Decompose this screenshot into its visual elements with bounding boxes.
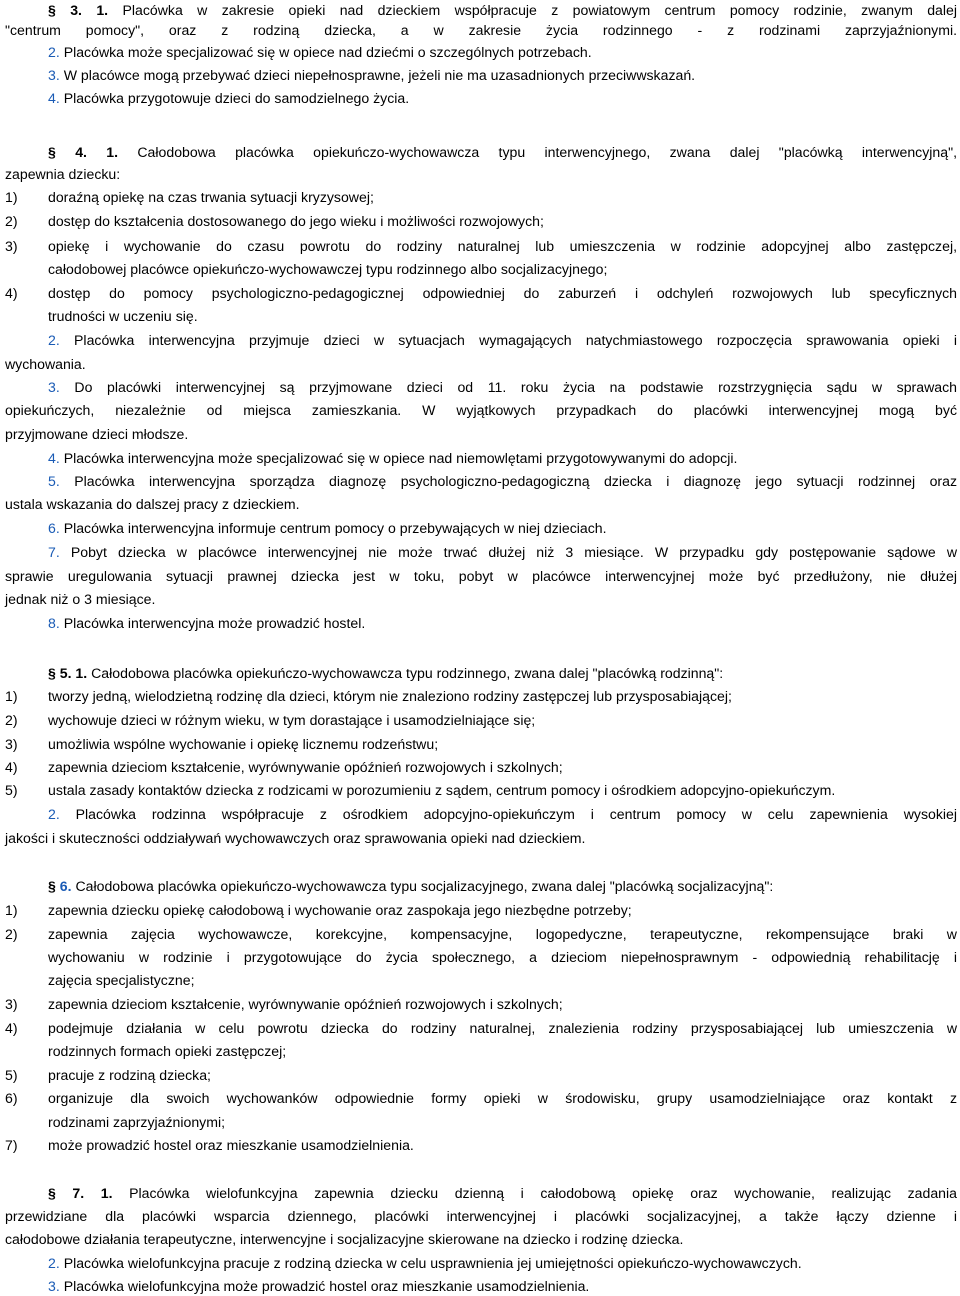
section-6-heading: 6. <box>59 878 72 894</box>
s4-para-3-line-1 <box>48 377 957 397</box>
s3-p1-text-2: "centrum pomocy", oraz z rodziną dziecka, a w zakresie życia rodzinnego - z rodzinami zaprzyjaźnionymi. <box>5 22 957 38</box>
s4-para-5-line-1 <box>48 471 957 491</box>
s4-p1-text-2: zapewnia dziecku: <box>5 166 121 182</box>
list-text: pracuje z rodziną dziecka; <box>48 1067 211 1083</box>
list-text: umożliwia wspólne wychowanie i opiekę licznemu rodzeństwu; <box>48 736 439 752</box>
s7-p2-text: Placówka wielofunkcyjna pracuje z rodziną dziecka w celu usprawnienia jej umiejętności opiekuńczo-wychowawczych. <box>63 1255 802 1271</box>
s7-p1-text: Placówka wielofunkcyjna zapewnia dziecku dzienną i całodobową opiekę oraz wychowanie, realizując zadania <box>129 1185 957 1201</box>
section-7-heading: 7. 1. <box>72 1185 113 1201</box>
list-item-continuation: wychowaniu w rodzinie i przygotowujące do życia społecznego, a dzieciom niepełnosprawnym - odpowiednią rehabilitację i <box>48 949 957 965</box>
s4-p6-number: 6. <box>48 520 60 536</box>
s7-para-1-line-3: całodobowe działania terapeutyczne, interwencyjne i socjalizacyjne skierowane na dziecko i rodzinę dziecka. <box>5 1231 684 1247</box>
s4-para-1-line-2 <box>5 164 957 184</box>
list-text: doraźną opiekę na czas trwania sytuacji kryzysowej; <box>48 189 374 205</box>
s3-p2-number: 2. <box>48 44 60 60</box>
s4-para-7-line-2: sprawie uregulowania sytuacji prawnej dziecka jest w toku, pobyt w placówce interwencyjnej może być przedłużony, nie dłużej <box>5 568 957 584</box>
list-text: zapewnia dzieciom kształcenie, wyrównywanie opóźnień rozwojowych i szkolnych; <box>48 759 563 775</box>
s4-para-8 <box>48 613 957 633</box>
s7-para-3 <box>48 1276 957 1296</box>
section-symbol: § <box>48 144 56 160</box>
list-text: dostęp do kształcenia dostosowanego do jego wieku i możliwości rozwojowych; <box>48 213 544 229</box>
s3-para-3 <box>48 65 957 85</box>
s4-para-2-line-2: wychowania. <box>5 356 86 372</box>
s3-p3-number: 3. <box>48 67 60 83</box>
section-3-heading: 3. 1. <box>70 2 109 18</box>
list-number: 2) <box>5 926 18 942</box>
list-number: 4) <box>5 1020 18 1036</box>
s5-para-2-line-1 <box>48 804 957 824</box>
s4-para-1-line-1 <box>48 142 957 162</box>
list-number: 3) <box>5 238 18 254</box>
section-symbol: § <box>48 665 56 681</box>
list-text: podejmuje działania w celu powrotu dziecka do rodziny naturalnej, znalezienia rodziny przysposabiającej lub umieszczenia w <box>48 1020 957 1036</box>
s4-p8-number: 8. <box>48 615 60 631</box>
list-number: 4) <box>5 759 18 775</box>
s4-p3-number: 3. <box>48 379 60 395</box>
list-number: 3) <box>5 736 18 752</box>
s3-p1-text: Placówka w zakresie opieki nad dzieckiem współpracuje z powiatowym centrum pomocy rodzinie, zwanym dalej <box>122 2 957 18</box>
s3-para-4 <box>48 88 957 108</box>
list-text: zapewnia zajęcia wychowawcze, korekcyjne, kompensacyjne, logopedyczne, terapeutyczne, rekompensujące braki w <box>48 926 957 942</box>
s3-p4-text: Placówka przygotowuje dzieci do samodzielnego życia. <box>63 90 410 106</box>
list-text: organizuje dla swoich wychowanków odpowiednie formy opieki w środowisku, grupy usamodzielniające oraz kontakt z <box>48 1090 957 1106</box>
s6-para-1 <box>48 876 957 896</box>
section-symbol: § <box>48 1185 56 1201</box>
list-number: 7) <box>5 1137 18 1153</box>
s4-p4-number: 4. <box>48 450 60 466</box>
s5-para-1 <box>48 663 957 683</box>
list-number: 5) <box>5 1067 18 1083</box>
s3-p4-number: 4. <box>48 90 60 106</box>
list-number: 5) <box>5 782 18 798</box>
list-number: 2) <box>5 213 18 229</box>
s4-para-7-line-1 <box>48 542 957 562</box>
s4-p8-text: Placówka interwencyjna może prowadzić hostel. <box>63 615 366 631</box>
s4-p3-text: Do placówki interwencyjnej są przyjmowane dzieci od 11. roku życia na podstawie rozstrzygnięcia sądu w sprawach <box>74 379 957 395</box>
s7-p2-number: 2. <box>48 1255 60 1271</box>
s4-para-5-line-2: ustala wskazania do dalszej pracy z dzieckiem. <box>5 496 300 512</box>
list-item-continuation: rodzinami zaprzyjaźnionymi; <box>48 1114 226 1130</box>
section-symbol: § <box>48 878 56 894</box>
list-item-continuation: rodzinnych formach opieki zastępczej; <box>48 1043 287 1059</box>
s4-p5-number: 5. <box>48 473 60 489</box>
list-number: 1) <box>5 189 18 205</box>
s4-p2-text: Placówka interwencyjna przyjmuje dzieci w sytuacjach wymagających natychmiastowego rozpoczęcia sprawowania opieki i <box>74 332 957 348</box>
list-number: 2) <box>5 712 18 728</box>
s7-p3-text: Placówka wielofunkcyjna może prowadzić hostel oraz mieszkanie usamodzielnienia. <box>63 1278 590 1294</box>
list-item-continuation: całodobowej placówce opiekuńczo-wychowawczej typu rodzinnego albo socjalizacyjnego; <box>48 261 608 277</box>
list-item-continuation: zajęcia specjalistyczne; <box>48 972 195 988</box>
s3-para-2 <box>48 42 957 62</box>
s5-para-2-line-2: jakości i skuteczności oddziaływań wychowawczych oraz sprawowania opieki nad dzieckiem. <box>5 830 586 846</box>
list-text: zapewnia dziecku opiekę całodobową i wychowanie oraz zaspokaja jego niezbędne potrzeby; <box>48 902 632 918</box>
s3-p2-text: Placówka może specjalizować się w opiece nad dziećmi o szczególnych potrzebach. <box>63 44 592 60</box>
s4-p4-text: Placówka interwencyjna może specjalizować się w opiece nad niemowlętami przygotowywanymi do adopcji. <box>63 450 738 466</box>
s3-para-1-line-2 <box>5 20 957 40</box>
s4-p2-number: 2. <box>48 332 60 348</box>
section-4-heading: 4. 1. <box>75 144 119 160</box>
list-text: dostęp do pomocy psychologiczno-pedagogicznej odpowiedniej do zaburzeń i odchyleń rozwojowych lub specyficznych <box>48 285 957 301</box>
s4-para-7-line-3: jednak niż o 3 miesiące. <box>5 591 156 607</box>
s5-p2-number: 2. <box>48 806 60 822</box>
section-symbol: § <box>48 2 56 18</box>
s4-p7-text: Pobyt dziecka w placówce interwencyjnej nie może trwać dłużej niż 3 miesiące. W przypadku gdy postępowanie sądowe w <box>70 544 957 560</box>
s7-para-1-line-1 <box>48 1183 957 1203</box>
s5-p1-text: Całodobowa placówka opiekuńczo-wychowawcza typu rodzinnego, zwana dalej "placówką rodzinną": <box>91 665 724 681</box>
list-text: może prowadzić hostel oraz mieszkanie usamodzielnienia. <box>48 1137 414 1153</box>
list-number: 1) <box>5 688 18 704</box>
list-text: tworzy jedną, wielodzietną rodzinę dla dzieci, którym nie znaleziono rodziny zastępczej lub przysposabiającej; <box>48 688 732 704</box>
s7-p3-number: 3. <box>48 1278 60 1294</box>
s4-p1-text: Całodobowa placówka opiekuńczo-wychowawcza typu interwencyjnego, zwana dalej "placówką interwencyjną", <box>137 144 957 160</box>
list-text: zapewnia dzieciom kształcenie, wyrównywanie opóźnień rozwojowych i szkolnych; <box>48 996 563 1012</box>
list-number: 4) <box>5 285 18 301</box>
s4-para-3-line-2: opiekuńczych, niezależnie od miejsca zamieszkania. W wyjątkowych przypadkach do placówki interwencyjnej mogą być <box>5 402 957 418</box>
list-item-continuation: trudności w uczeniu się. <box>48 308 198 324</box>
s6-p1-text: Całodobowa placówka opiekuńczo-wychowawcza typu socjalizacyjnego, zwana dalej "placówką socjalizacyjną": <box>75 878 774 894</box>
s4-para-4 <box>48 448 957 468</box>
list-text: wychowuje dzieci w różnym wieku, w tym dorastające i usamodzielniające się; <box>48 712 536 728</box>
s4-para-6 <box>48 518 957 538</box>
list-text: opiekę i wychowanie do czasu powrotu do rodziny naturalnej lub umieszczenia w rodzinie adopcyjnej albo zastępczej, <box>48 238 957 254</box>
list-text: ustala zasady kontaktów dziecka z rodzicami w porozumieniu z sądem, centrum pomocy i ośrodkiem adopcyjno-opiekuńczym. <box>48 782 836 798</box>
s4-p6-text: Placówka interwencyjna informuje centrum pomocy o przebywających w niej dzieciach. <box>63 520 607 536</box>
s7-para-2 <box>48 1253 957 1273</box>
s4-p7-number: 7. <box>48 544 60 560</box>
s5-p2-text: Placówka rodzinna współpracuje z ośrodkiem adopcyjno-opiekuńczym i centrum pomocy w celu zapewnienia wysokiej <box>75 806 957 822</box>
list-number: 1) <box>5 902 18 918</box>
s4-para-2-line-1 <box>48 330 957 350</box>
list-number: 3) <box>5 996 18 1012</box>
s3-para-1-line-1 <box>48 0 957 20</box>
s4-p5-text: Placówka interwencyjna sporządza diagnozę psychologiczno-pedagogiczną dziecka i diagnozę jego sytuacji rodzinnej oraz <box>74 473 957 489</box>
s3-p3-text: W placówce mogą przebywać dzieci niepełnosprawne, jeżeli nie ma uzasadnionych przeciwwskazań. <box>63 67 696 83</box>
s7-para-1-line-2: przewidziane dla placówki wsparcia dziennego, placówki interwencyjnej i placówki socjalizacyjnej, a także łączy dzienne i <box>5 1208 957 1224</box>
section-5-heading: 5. 1. <box>59 665 88 681</box>
s4-para-3-line-3: przyjmowane dzieci młodsze. <box>5 426 189 442</box>
list-number: 6) <box>5 1090 18 1106</box>
